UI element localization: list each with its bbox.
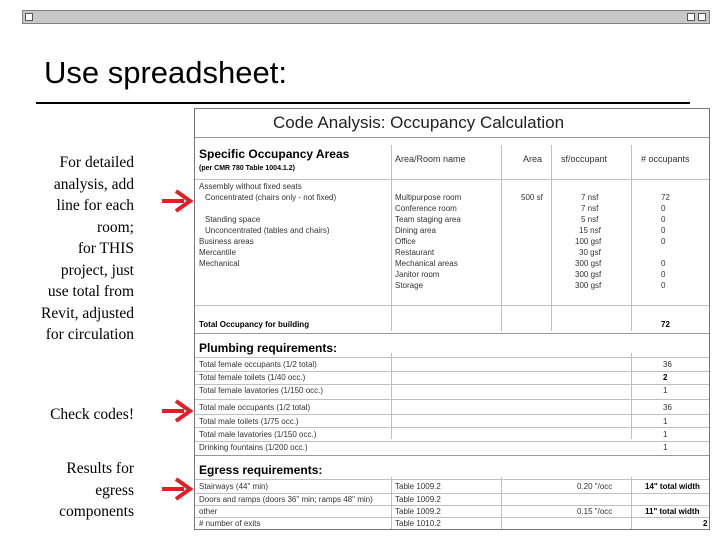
row-area-name: Janitor room bbox=[395, 270, 440, 279]
total-occupancy-value: 72 bbox=[661, 320, 670, 329]
row-sf: 15 nsf bbox=[579, 226, 601, 235]
col-header-area-name: Area/Room name bbox=[395, 154, 466, 164]
note-line: for circulation bbox=[45, 326, 134, 343]
grid-row-line bbox=[195, 517, 710, 518]
row-area-name: Team staging area bbox=[395, 215, 461, 224]
row-use: Assembly without fixed seats bbox=[199, 182, 302, 191]
grid-row-line bbox=[195, 357, 710, 358]
grid-row-line bbox=[195, 305, 710, 306]
grid-col-line bbox=[631, 145, 632, 331]
row-sf: 100 gsf bbox=[575, 237, 602, 246]
row-occ: 72 bbox=[661, 193, 670, 202]
plumbing-value: 1 bbox=[663, 417, 668, 426]
plumbing-value: 36 bbox=[663, 360, 672, 369]
row-sf: 300 gsf bbox=[575, 270, 602, 279]
row-use: Unconcentrated (tables and chairs) bbox=[205, 226, 330, 235]
row-use: Mechanical bbox=[199, 259, 240, 268]
grid-col-line bbox=[631, 477, 632, 530]
egress-result: 14" total width bbox=[645, 482, 700, 491]
note-line: analysis, add bbox=[53, 175, 134, 193]
note-detailed-analysis bbox=[41, 152, 134, 346]
sheet-title: Code Analysis: Occupancy Calculation bbox=[273, 113, 565, 132]
plumbing-label: Total male occupants (1/2 total) bbox=[199, 403, 311, 412]
row-area-name: Office bbox=[395, 237, 416, 246]
title-underline bbox=[36, 102, 690, 104]
note-line: components bbox=[59, 503, 134, 520]
row-occ: 0 bbox=[661, 270, 666, 279]
note-line: Results for bbox=[66, 460, 134, 477]
note-line: for THIS bbox=[77, 240, 134, 257]
plumbing-label: Total female occupants (1/2 total) bbox=[199, 360, 317, 369]
grid-col-line bbox=[391, 477, 392, 530]
egress-heading: Egress requirements: bbox=[199, 463, 323, 477]
plumbing-value: 1 bbox=[663, 386, 668, 395]
grid-row-line bbox=[195, 371, 710, 372]
grid-row-line bbox=[195, 441, 710, 442]
row-area-name: Dining area bbox=[395, 226, 436, 235]
row-sf: 30 gsf bbox=[579, 248, 601, 257]
row-area-name: Multipurpose room bbox=[395, 193, 462, 202]
row-occ: 0 bbox=[661, 204, 666, 213]
occupancy-heading: Specific Occupancy Areas bbox=[199, 147, 350, 161]
note-line: line for each bbox=[56, 197, 134, 214]
row-use: Mercantile bbox=[199, 248, 236, 257]
row-use: Concentrated (chairs only - not fixed) bbox=[205, 193, 337, 202]
red-arrow-icon bbox=[160, 188, 194, 214]
grid-row-line bbox=[195, 427, 710, 428]
egress-result: 2 bbox=[703, 519, 708, 528]
plumbing-label: Total male lavatories (1/150 occ.) bbox=[199, 430, 317, 439]
grid-col-line bbox=[391, 145, 392, 331]
corner-square-right-a bbox=[687, 13, 695, 21]
row-occ: 0 bbox=[661, 226, 666, 235]
col-header-area: Area bbox=[523, 154, 543, 164]
note-line: Revit, adjusted bbox=[41, 304, 134, 322]
row-occ: 0 bbox=[661, 281, 666, 290]
corner-square-left bbox=[25, 13, 33, 21]
note-line: egress bbox=[95, 481, 134, 499]
grid-row-line bbox=[195, 455, 710, 456]
occupancy-subheading: (per CMR 780 Table 1004.1.2) bbox=[199, 165, 295, 172]
row-sf: 300 gsf bbox=[575, 281, 602, 290]
plumbing-label: Drinking fountains (1/200 occ.) bbox=[199, 443, 308, 452]
note-check-codes bbox=[50, 404, 134, 426]
egress-label: other bbox=[199, 507, 218, 516]
egress-ref: Table 1009.2 bbox=[395, 507, 441, 516]
egress-ref: Table 1010.2 bbox=[395, 519, 441, 528]
red-arrow-icon bbox=[160, 398, 194, 424]
row-area: 500 sf bbox=[521, 193, 543, 202]
note-results-egress bbox=[59, 458, 134, 523]
grid-row-line bbox=[195, 414, 710, 415]
row-occ: 0 bbox=[661, 259, 666, 268]
row-sf: 7 nsf bbox=[581, 204, 599, 213]
row-sf: 7 nsf bbox=[581, 193, 599, 202]
plumbing-value: 36 bbox=[663, 403, 672, 412]
row-area-name: Storage bbox=[395, 281, 424, 290]
grid-row-line bbox=[195, 333, 710, 334]
plumbing-value: 2 bbox=[663, 373, 668, 382]
egress-ref: Table 1009.2 bbox=[395, 482, 441, 491]
col-header-sf-occupant: sf/occupant bbox=[561, 154, 608, 164]
top-decorative-bar bbox=[22, 10, 710, 24]
row-sf: 5 nsf bbox=[581, 215, 599, 224]
plumbing-label: Total female lavatories (1/150 occ.) bbox=[199, 386, 324, 395]
plumbing-label: Total female toilets (1/40 occ.) bbox=[199, 373, 306, 382]
plumbing-heading: Plumbing requirements: bbox=[199, 341, 338, 355]
note-line: room; bbox=[96, 218, 134, 236]
grid-col-line bbox=[551, 145, 552, 331]
note-line: For detailed bbox=[59, 154, 134, 171]
note-line: use total from bbox=[47, 283, 134, 300]
slide-title: Use spreadsheet: bbox=[44, 55, 287, 90]
egress-label: Stairways (44" min) bbox=[199, 482, 269, 491]
note-line: project, just bbox=[60, 261, 134, 279]
plumbing-value: 1 bbox=[663, 443, 668, 452]
egress-label: Doors and ramps (doors 36" min; ramps 48" min) bbox=[199, 495, 373, 504]
total-occupancy-label: Total Occupancy for building bbox=[199, 320, 310, 329]
egress-rate: 0.20 "/occ bbox=[577, 482, 613, 491]
grid-row-line bbox=[195, 493, 710, 494]
sheet-title-rule bbox=[195, 137, 710, 138]
corner-square-right-b bbox=[698, 13, 706, 21]
col-header-occupants: # occupants bbox=[641, 154, 690, 164]
egress-ref: Table 1009.2 bbox=[395, 495, 441, 504]
grid-row-line bbox=[195, 384, 710, 385]
grid-col-line bbox=[501, 477, 502, 530]
grid-col-line bbox=[501, 145, 502, 331]
row-sf: 300 gsf bbox=[575, 259, 602, 268]
row-use: Standing space bbox=[205, 215, 261, 224]
grid-row-line bbox=[195, 505, 710, 506]
row-use: Business areas bbox=[199, 237, 254, 246]
egress-label: # number of exits bbox=[199, 519, 261, 528]
grid-row-line bbox=[195, 179, 710, 180]
note-line: Check codes! bbox=[50, 406, 134, 423]
row-area-name: Restaurant bbox=[395, 248, 435, 257]
spreadsheet-image bbox=[194, 108, 710, 530]
row-occ: 0 bbox=[661, 215, 666, 224]
plumbing-label: Total male toilets (1/75 occ.) bbox=[199, 417, 299, 426]
grid-row-line bbox=[195, 399, 710, 400]
egress-result: 11" total width bbox=[645, 507, 700, 516]
egress-rate: 0.15 "/occ bbox=[577, 507, 613, 516]
row-area-name: Mechanical areas bbox=[395, 259, 458, 268]
plumbing-value: 1 bbox=[663, 430, 668, 439]
grid-row-line bbox=[195, 479, 710, 480]
red-arrow-icon bbox=[160, 476, 194, 502]
row-occ: 0 bbox=[661, 237, 666, 246]
row-area-name: Conference room bbox=[395, 204, 457, 213]
